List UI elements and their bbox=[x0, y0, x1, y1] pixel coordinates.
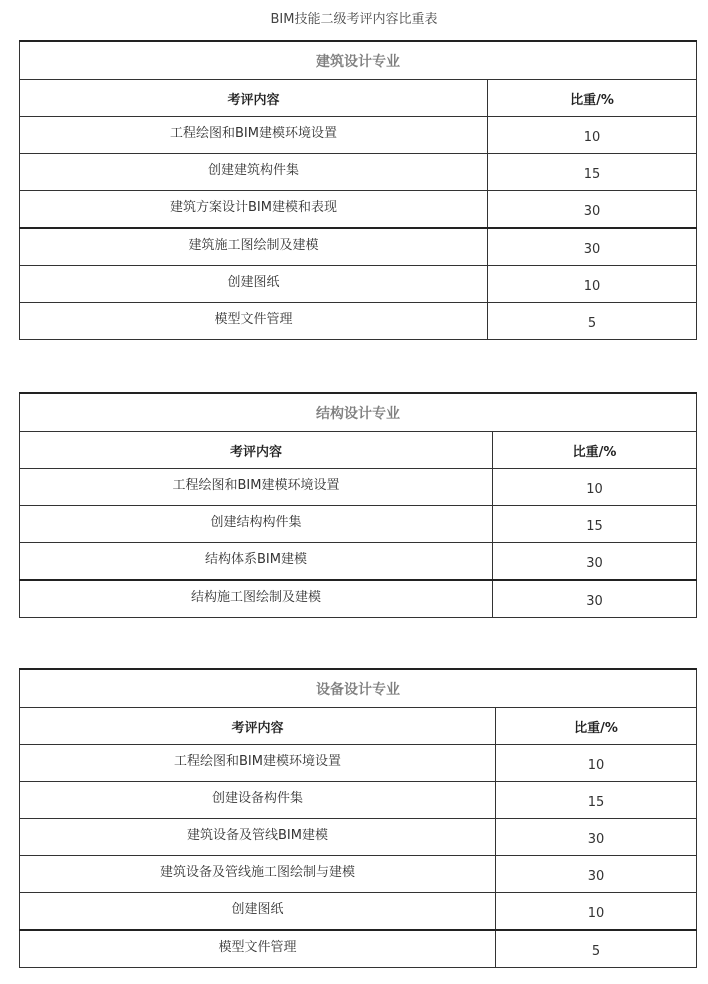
header-weight: 比重/% bbox=[493, 432, 697, 469]
table-header-row bbox=[20, 708, 697, 745]
section-title: 设备设计专业 bbox=[20, 669, 697, 708]
table-row bbox=[20, 856, 697, 893]
row-weight: 10 bbox=[488, 266, 697, 303]
row-item: 建筑设备及管线施工图绘制与建模 bbox=[20, 856, 496, 893]
row-weight: 30 bbox=[493, 543, 697, 581]
row-weight: 5 bbox=[496, 930, 697, 968]
row-weight: 15 bbox=[488, 154, 697, 191]
row-weight: 30 bbox=[496, 856, 697, 893]
weight-table-equipment bbox=[19, 668, 697, 968]
table-row bbox=[20, 580, 697, 618]
header-weight: 比重/% bbox=[496, 708, 697, 745]
table-header-row bbox=[20, 80, 697, 117]
table-row bbox=[20, 154, 697, 191]
table-header-row bbox=[20, 432, 697, 469]
table-row bbox=[20, 782, 697, 819]
section-title-row bbox=[20, 393, 697, 432]
row-item: 创建图纸 bbox=[20, 893, 496, 931]
row-weight: 10 bbox=[488, 117, 697, 154]
section-title: 建筑设计专业 bbox=[20, 41, 697, 80]
table-row bbox=[20, 745, 697, 782]
weight-table-structure bbox=[19, 392, 697, 618]
row-weight: 30 bbox=[493, 580, 697, 618]
table-row bbox=[20, 506, 697, 543]
row-item: 创建结构构件集 bbox=[20, 506, 493, 543]
header-content: 考评内容 bbox=[20, 708, 496, 745]
table-row bbox=[20, 228, 697, 266]
row-weight: 10 bbox=[493, 469, 697, 506]
row-weight: 5 bbox=[488, 303, 697, 340]
row-item: 创建建筑构件集 bbox=[20, 154, 488, 191]
row-item: 模型文件管理 bbox=[20, 303, 488, 340]
section-title-row bbox=[20, 669, 697, 708]
row-weight: 15 bbox=[496, 782, 697, 819]
weight-table-architecture bbox=[19, 40, 697, 340]
row-item: 建筑设备及管线BIM建模 bbox=[20, 819, 496, 856]
row-weight: 30 bbox=[488, 228, 697, 266]
header-content: 考评内容 bbox=[20, 432, 493, 469]
table-row bbox=[20, 303, 697, 340]
row-item: 工程绘图和BIM建模环境设置 bbox=[20, 469, 493, 506]
table-row bbox=[20, 819, 697, 856]
row-item: 建筑施工图绘制及建模 bbox=[20, 228, 488, 266]
row-item: 结构体系BIM建模 bbox=[20, 543, 493, 581]
header-content: 考评内容 bbox=[20, 80, 488, 117]
section-title: 结构设计专业 bbox=[20, 393, 697, 432]
header-weight: 比重/% bbox=[488, 80, 697, 117]
table-row bbox=[20, 893, 697, 931]
row-item: 工程绘图和BIM建模环境设置 bbox=[20, 745, 496, 782]
row-item: 建筑方案设计BIM建模和表现 bbox=[20, 191, 488, 229]
table-row bbox=[20, 543, 697, 581]
table-row bbox=[20, 469, 697, 506]
section-title-row bbox=[20, 41, 697, 80]
row-item: 创建图纸 bbox=[20, 266, 488, 303]
row-weight: 10 bbox=[496, 893, 697, 931]
row-item: 结构施工图绘制及建模 bbox=[20, 580, 493, 618]
row-weight: 10 bbox=[496, 745, 697, 782]
row-weight: 15 bbox=[493, 506, 697, 543]
row-weight: 30 bbox=[496, 819, 697, 856]
row-item: 工程绘图和BIM建模环境设置 bbox=[20, 117, 488, 154]
table-row bbox=[20, 930, 697, 968]
row-item: 模型文件管理 bbox=[20, 930, 496, 968]
table-row bbox=[20, 117, 697, 154]
row-item: 创建设备构件集 bbox=[20, 782, 496, 819]
page-title: BIM技能二级考评内容比重表 bbox=[270, 12, 438, 27]
table-row bbox=[20, 266, 697, 303]
row-weight: 30 bbox=[488, 191, 697, 229]
table-row bbox=[20, 191, 697, 229]
